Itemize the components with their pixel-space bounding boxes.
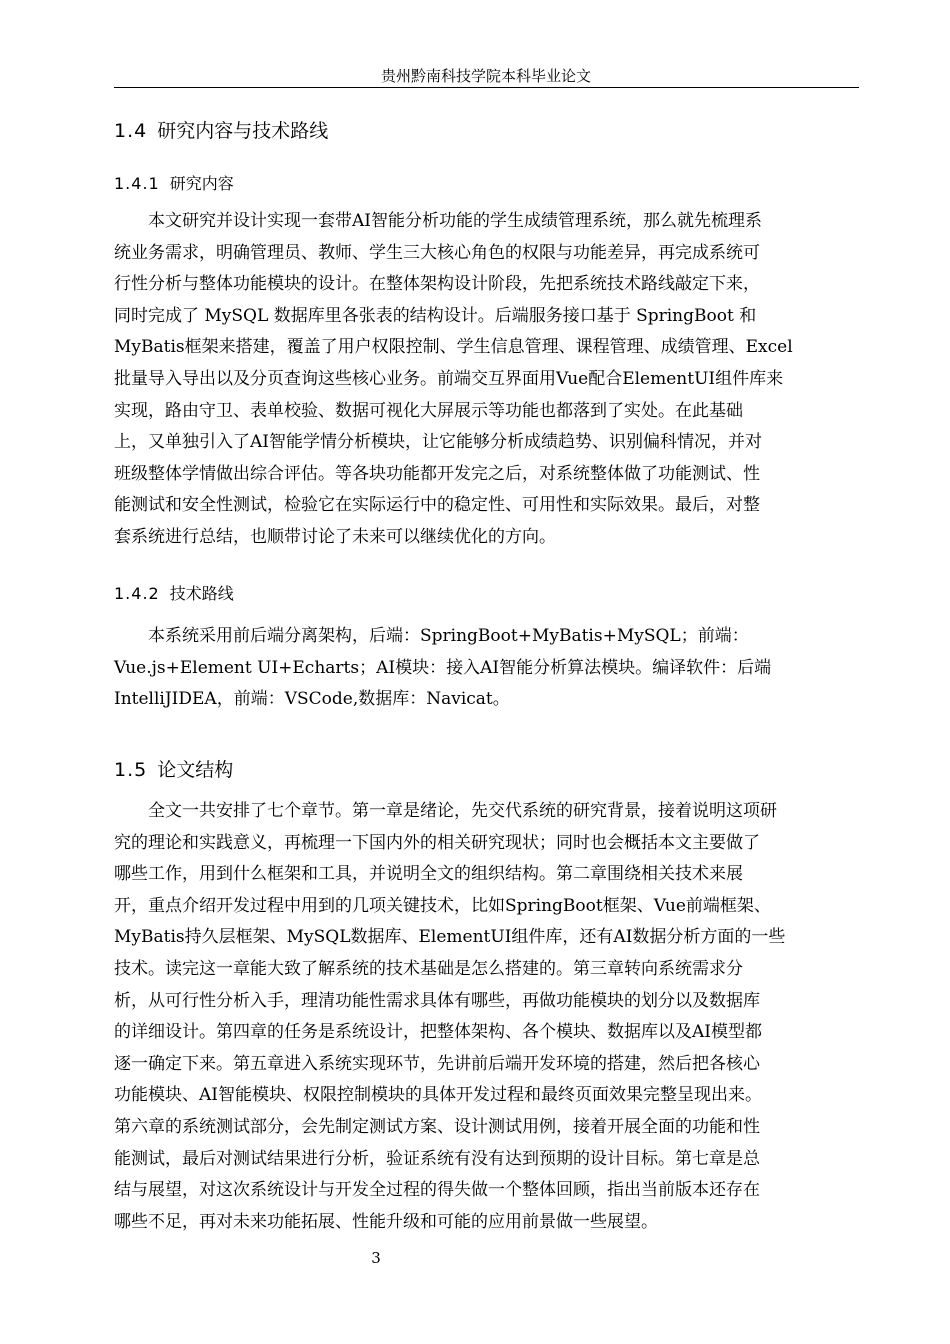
paragraph-line: IntelliJIDEA，前端：VSCode,数据库：Navicat。: [114, 689, 510, 710]
paragraph-line: 本系统采用前后端分离架构，后端：SpringBoot+MyBatis+MySQL；前端：: [148, 626, 749, 646]
paragraph-line: 究的理论和实践意义，再梳理一下国内外的相关研究现状；同时也会概括本文主要做了: [114, 832, 760, 853]
paragraph-thesis-structure: [114, 796, 859, 1238]
section-heading-1-4: [114, 118, 328, 144]
paragraph-line: 行性分析与整体功能模块的设计。在整体架构设计阶段，先把系统技术路线敲定下来，: [114, 274, 760, 295]
subsection-title: 技术路线: [169, 584, 234, 603]
subsection-number: 1.4.1: [114, 174, 160, 193]
subsection-title: 研究内容: [169, 174, 234, 193]
paragraph-research-content: [114, 206, 859, 554]
section-title: 研究内容与技术路线: [157, 120, 329, 142]
paragraph-line: 上，又单独引入了AI智能学情分析模块，让它能够分析成绩趋势、识别偏科情况，并对: [114, 432, 762, 453]
subsection-heading-1-4-2: [114, 583, 234, 605]
section-number: 1.4: [114, 120, 148, 142]
paragraph-line: 开，重点介绍开发过程中用到的几项关键技术，比如SpringBoot框架、Vue前端框架、: [114, 895, 771, 916]
paragraph-line: 同时完成了 MySQL 数据库里各张表的结构设计。后端服务接口基于 SpringBoot 和: [114, 305, 757, 326]
subsection-number: 1.4.2: [114, 584, 160, 603]
paragraph-line: 哪些不足，再对未来功能拓展、性能升级和可能的应用前景做一些展望。: [114, 1211, 658, 1232]
paragraph-line: 技术。读完这一章能大致了解系统的技术基础是怎么搭建的。第三章转向系统需求分: [114, 958, 743, 979]
page-number: [0, 1248, 752, 1268]
paragraph-technical-route: [114, 621, 859, 716]
paragraph-line: 能测试，最后对测试结果进行分析，验证系统有没有达到预期的设计目标。第七章是总: [114, 1148, 760, 1169]
paragraph-line: 批量导入导出以及分页查询这些核心业务。前端交互界面用Vue配合ElementUI组件库来: [114, 368, 784, 389]
paragraph-line: 能测试和安全性测试，检验它在实际运行中的稳定性、可用性和实际效果。最后，对整: [114, 495, 760, 516]
paragraph-line: 全文一共安排了七个章节。第一章是绪论，先交代系统的研究背景，接着说明这项研: [148, 801, 777, 821]
paragraph-line: 实现，路由守卫、表单校验、数据可视化大屏展示等功能也都落到了实处。在此基础: [114, 400, 743, 421]
paragraph-line: 哪些工作，用到什么框架和工具，并说明全文的组织结构。第二章围绕相关技术来展: [114, 864, 743, 885]
paragraph-line: 第六章的系统测试部分，会先制定测试方案、设计测试用例，接着开展全面的功能和性: [114, 1116, 760, 1137]
paragraph-line: 本文研究并设计实现一套带AI智能分析功能的学生成绩管理系统，那么就先梳理系: [148, 211, 762, 231]
subsection-heading-1-4-1: [114, 173, 234, 195]
paragraph-line: 套系统进行总结，也顺带讨论了未来可以继续优化的方向。: [114, 526, 556, 547]
paragraph-line: Vue.js+Element UI+Echarts；AI模块：接入AI智能分析算法模块。编译软件：后端: [114, 657, 772, 678]
paragraph-line: 逐一确定下来。第五章进入系统实现环节，先讲前后端开发环境的搭建，然后把各核心: [114, 1053, 760, 1074]
header-title: 贵州黔南科技学院本科毕业论文: [380, 67, 591, 85]
paragraph-line: 的详细设计。第四章的任务是系统设计，把整体架构、各个模块、数据库以及AI模型都: [114, 1022, 762, 1043]
section-heading-1-5: [114, 757, 233, 783]
paragraph-line: 统业务需求，明确管理员、教师、学生三大核心角色的权限与功能差异，再完成系统可: [114, 242, 760, 263]
section-title: 论文结构: [157, 759, 234, 781]
header-rule: [114, 87, 859, 88]
paragraph-line: MyBatis持久层框架、MySQL数据库、ElementUI组件库，还有AI数据分析方面的一些: [114, 927, 786, 948]
section-number: 1.5: [114, 759, 148, 781]
paragraph-line: 班级整体学情做出综合评估。等各块功能都开发完之后，对系统整体做了功能测试、性: [114, 463, 760, 484]
page-header: [114, 66, 858, 86]
page-number-text: 3: [371, 1249, 381, 1267]
paragraph-line: 功能模块、AI智能模块、权限控制模块的具体开发过程和最终页面效果完整呈现出来。: [114, 1085, 762, 1106]
paragraph-line: MyBatis框架来搭建，覆盖了用户权限控制、学生信息管理、课程管理、成绩管理、Excel: [114, 337, 793, 358]
paragraph-line: 析，从可行性分析入手，理清功能性需求具体有哪些，再做功能模块的划分以及数据库: [114, 990, 760, 1011]
paragraph-line: 结与展望，对这次系统设计与开发全过程的得失做一个整体回顾，指出当前版本还存在: [114, 1180, 760, 1201]
